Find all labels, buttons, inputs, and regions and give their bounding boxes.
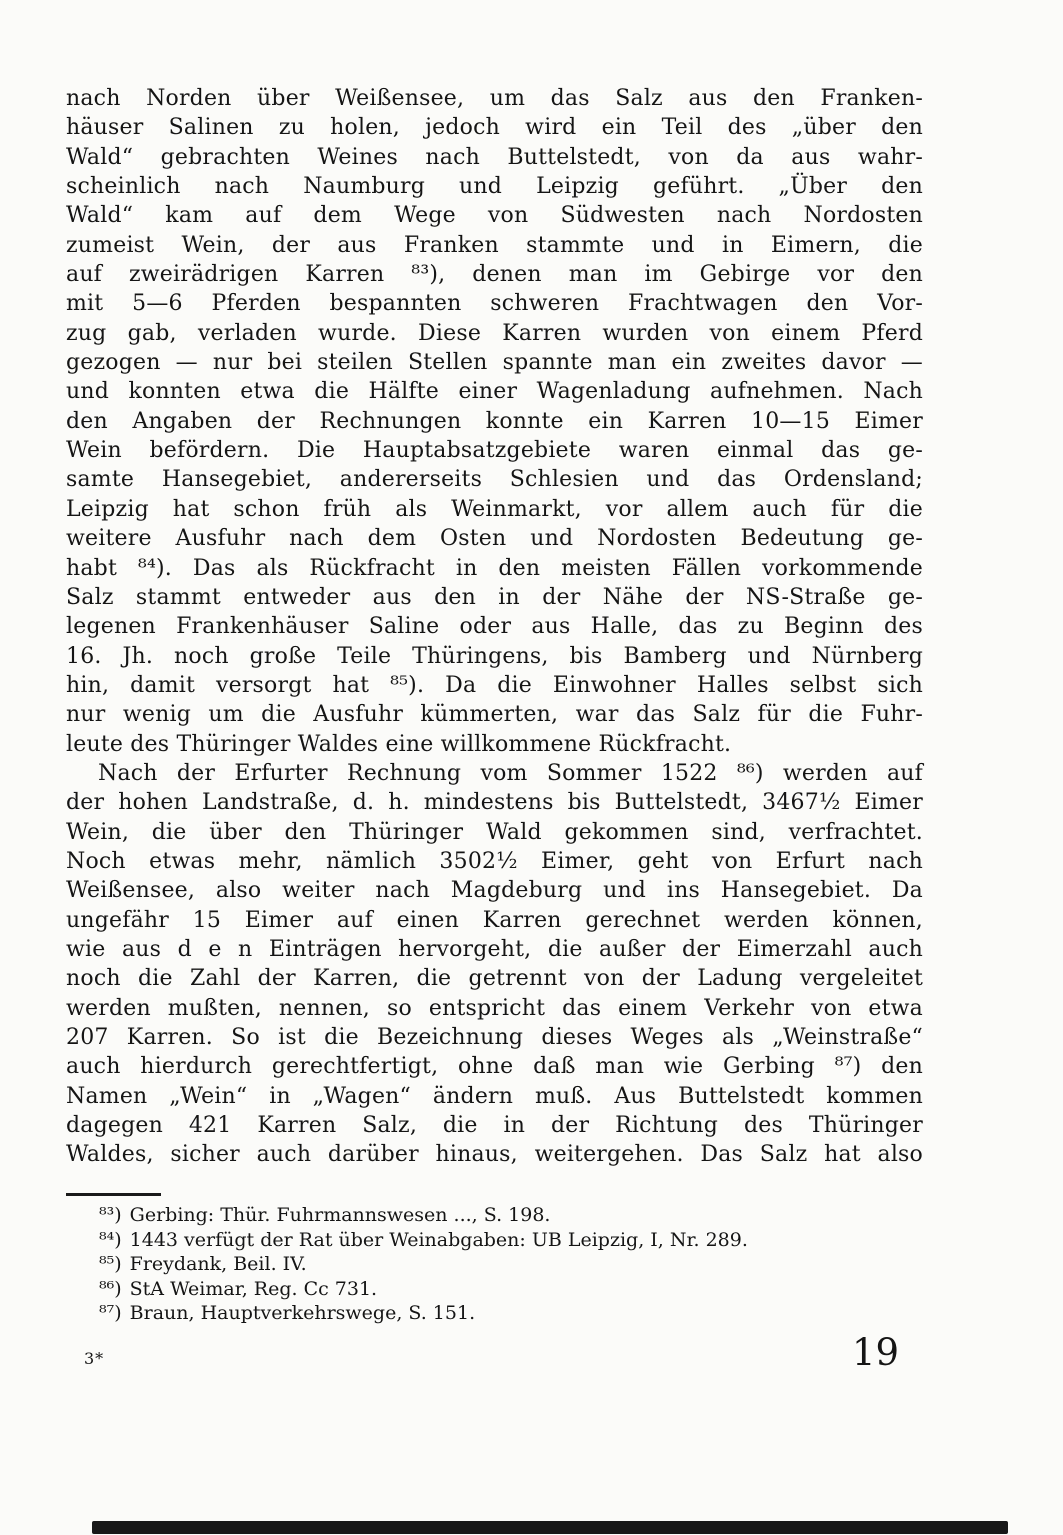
text-line: zug gab, verladen wurde. Diese Karren wurden von einem Pferd (66, 320, 923, 346)
text-line: scheinlich nach Naumburg und Leipzig geführt. „Über den (66, 174, 923, 200)
text-line: häuser Salinen zu holen, jedoch wird ein Teil des „über den (66, 115, 923, 141)
footnote-marker: ⁸⁴) (99, 1228, 122, 1251)
text-line: und konnten etwa die Hälfte einer Wagenladung aufnehmen. Nach (66, 379, 923, 405)
footnote-separator-rule (66, 1193, 161, 1196)
text-line: Namen „Wein“ in „Wagen“ ändern muß. Aus Buttelstedt kommen (66, 1083, 923, 1109)
footnote-text: Gerbing: Thür. Fuhrmannswesen ..., S. 198. (129, 1204, 551, 1226)
footnote-item (99, 1252, 939, 1277)
footnote-text: Braun, Hauptverkehrswege, S. 151. (129, 1302, 476, 1325)
text-line: Wein, die über den Thüringer Wald gekommen sind, verfrachtet. (66, 819, 923, 845)
footnote-text: Freydank, Beil. IV. (129, 1253, 307, 1276)
text-line: samte Hansegebiet, andererseits Schlesien und das Ordensland; (66, 467, 923, 493)
text-line: hin, damit versorgt hat ⁸⁵). Da die Einwohner Halles selbst sich (66, 672, 923, 698)
text-line: den Angaben der Rechnungen konnte ein Karren 10—15 Eimer (66, 408, 923, 434)
text-line: Wald“ gebrachten Weines nach Buttelstedt, von da aus wahr- (66, 144, 923, 170)
footnotes-block (99, 1203, 939, 1326)
footnote-item (99, 1203, 939, 1228)
scan-edge-shadow (92, 1521, 1008, 1534)
text-line: werden mußten, nennen, so entspricht das einem Verkehr von etwa (66, 995, 923, 1021)
text-line: 16. Jh. noch große Teile Thüringens, bis Bamberg und Nürnberg (66, 643, 923, 669)
text-line: auf zweirädrigen Karren ⁸³), denen man im Gebirge vor den (66, 262, 923, 288)
text-line: noch die Zahl der Karren, die getrennt von der Ladung vergeleitet (66, 966, 923, 992)
footnote-text: 1443 verfügt der Rat über Weinabgaben: UB Leipzig, I, Nr. 289. (129, 1228, 748, 1251)
footnote-marker: ⁸⁷) (99, 1302, 122, 1325)
footnote-marker: ⁸⁶) (99, 1277, 122, 1300)
text-line: weitere Ausfuhr nach dem Osten und Nordosten Bedeutung ge- (66, 526, 923, 552)
text-line: gezogen — nur bei steilen Stellen spannte man ein zweites davor — (66, 350, 923, 376)
page-number: 19 (852, 1331, 900, 1374)
footnote-text: StA Weimar, Reg. Cc 731. (129, 1277, 378, 1300)
text-line: Nach der Erfurter Rechnung vom Sommer 1522 ⁸⁶) werden auf (98, 760, 923, 786)
text-line: 207 Karren. So ist die Bezeichnung dieses Weges als „Weinstraße“ (66, 1025, 923, 1050)
text-line: nur wenig um die Ausfuhr kümmerten, war das Salz für die Fuhr- (66, 702, 923, 728)
text-line: Noch etwas mehr, nämlich 3502½ Eimer, geht von Erfurt nach (66, 848, 923, 874)
text-line: leute des Thüringer Waldes eine willkommene Rückfracht. (66, 731, 732, 757)
text-line: Salz stammt entweder aus den in der Nähe der NS-Straße ge- (66, 584, 923, 610)
footnote-item (99, 1277, 939, 1302)
text-line: legenen Frankenhäuser Saline oder aus Halle, das zu Beginn des (66, 614, 923, 640)
footnote-item (99, 1301, 939, 1326)
text-line: Wald“ kam auf dem Wege von Südwesten nach Nordosten (66, 203, 923, 229)
text-line: Weißensee, also weiter nach Magdeburg und ins Hansegebiet. Da (66, 878, 923, 904)
text-line: der hohen Landstraße, d. h. mindestens bis Buttelstedt, 3467½ Eimer (66, 790, 923, 816)
text-line: Waldes, sicher auch darüber hinaus, weitergehen. Das Salz hat also (66, 1142, 923, 1168)
text-line: dagegen 421 Karren Salz, die in der Richtung des Thüringer (66, 1113, 923, 1139)
text-line: Wein befördern. Die Hauptabsatzgebiete waren einmal das ge- (66, 438, 923, 464)
footnote-marker: ⁸³) (99, 1204, 122, 1226)
footnote-marker: ⁸⁵) (99, 1253, 122, 1276)
text-line: auch hierdurch gerechtfertigt, ohne daß man wie Gerbing ⁸⁷) den (66, 1054, 923, 1080)
text-line: wie aus d e n Einträgen hervorgeht, die außer der Eimerzahl auch (66, 936, 923, 962)
sheet-signature-mark: 3* (84, 1349, 105, 1368)
text-line: mit 5—6 Pferden bespannten schweren Frachtwagen den Vor- (66, 291, 923, 317)
text-line: nach Norden über Weißensee, um das Salz aus den Franken- (66, 86, 923, 111)
text-line: zumeist Wein, der aus Franken stammte und in Eimern, die (66, 232, 923, 258)
text-line: ungefähr 15 Eimer auf einen Karren gerechnet werden können, (66, 907, 923, 933)
text-line: habt ⁸⁴). Das als Rückfracht in den meisten Fällen vorkommende (66, 555, 923, 581)
text-line: Leipzig hat schon früh als Weinmarkt, vor allem auch für die (66, 496, 923, 522)
body-text-block (66, 84, 923, 1170)
footnote-item (99, 1228, 939, 1253)
